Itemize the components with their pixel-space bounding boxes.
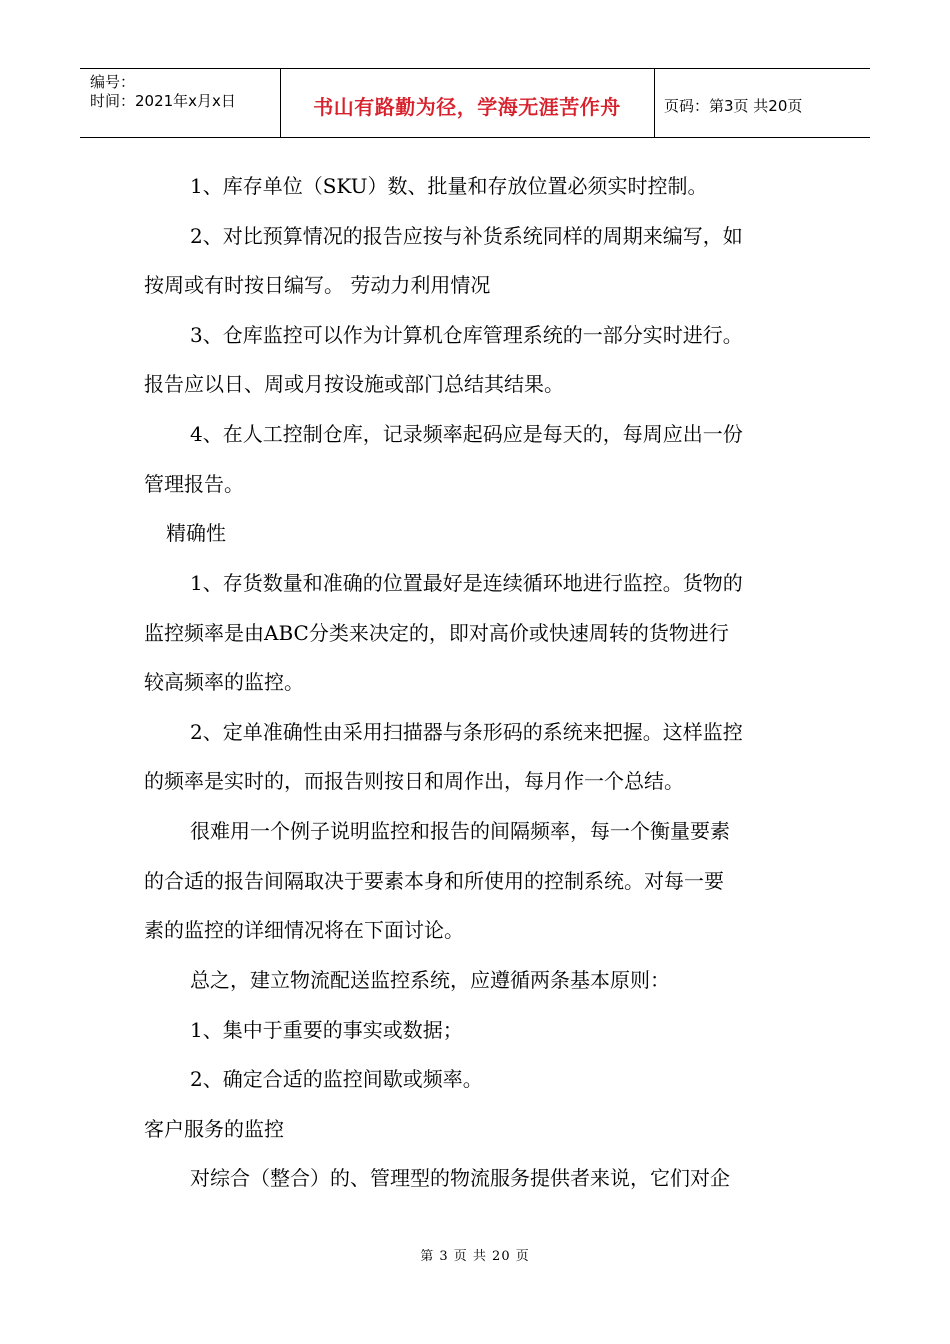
body-line: 1、存货数量和准确的位置最好是连续循环地进行监控。货物的 [190,571,743,595]
body-line: 1、集中于重要的事实或数据； [190,1018,463,1042]
body-line: 较高频率的监控。 [144,670,304,694]
page-footer: 第 3 页 共 20 页 [420,1249,530,1264]
section-heading: 精确性 [166,521,226,545]
body-line: 3、仓库监控可以作为计算机仓库管理系统的一部分实时进行。 [190,323,743,347]
body-line: 2、定单准确性由采用扫描器与条形码的系统来把握。这样监控 [190,720,743,744]
header-meta-cell [80,69,281,137]
body-line: 4、在人工控制仓库，记录频率起码应是每天的，每周应出一份 [190,422,743,446]
body-line: 很难用一个例子说明监控和报告的间隔频率，每一个衡量要素 [190,819,730,843]
body-line: 的合适的报告间隔取决于要素本身和所使用的控制系统。对每一要 [144,869,724,893]
document-number-label: 编号： [90,73,136,91]
body-line: 管理报告。 [144,472,244,496]
body-line: 1、库存单位（SKU）数、批量和存放位置必须实时控制。 [190,174,708,198]
header-motto-cell [280,69,655,137]
document-date-label: 时间：2021年x月x日 [90,92,236,110]
body-line: 2、确定合适的监控间歇或频率。 [190,1067,483,1091]
header-page-info: 页码：第3页 共20页 [664,97,803,115]
body-line: 的频率是实时的，而报告则按日和周作出，每月作一个总结。 [144,769,684,793]
body-line: 总之，建立物流配送监控系统，应遵循两条基本原则： [190,968,670,992]
header-page-cell [654,69,870,137]
body-line: 对综合（整合）的、管理型的物流服务提供者来说，它们对企 [190,1166,730,1190]
body-line: 监控频率是由ABC分类来决定的，即对高价或快速周转的货物进行 [144,621,729,645]
document-header [80,68,870,138]
section-heading: 客户服务的监控 [144,1117,284,1141]
body-line: 报告应以日、周或月按设施或部门总结其结果。 [144,372,564,396]
body-line: 素的监控的详细情况将在下面讨论。 [144,918,464,942]
header-motto: 书山有路勤为径，学海无涯苦作舟 [313,95,621,119]
body-line: 按周或有时按日编写。 劳动力利用情况 [144,273,491,297]
body-line: 2、对比预算情况的报告应按与补货系统同样的周期来编写，如 [190,224,743,248]
